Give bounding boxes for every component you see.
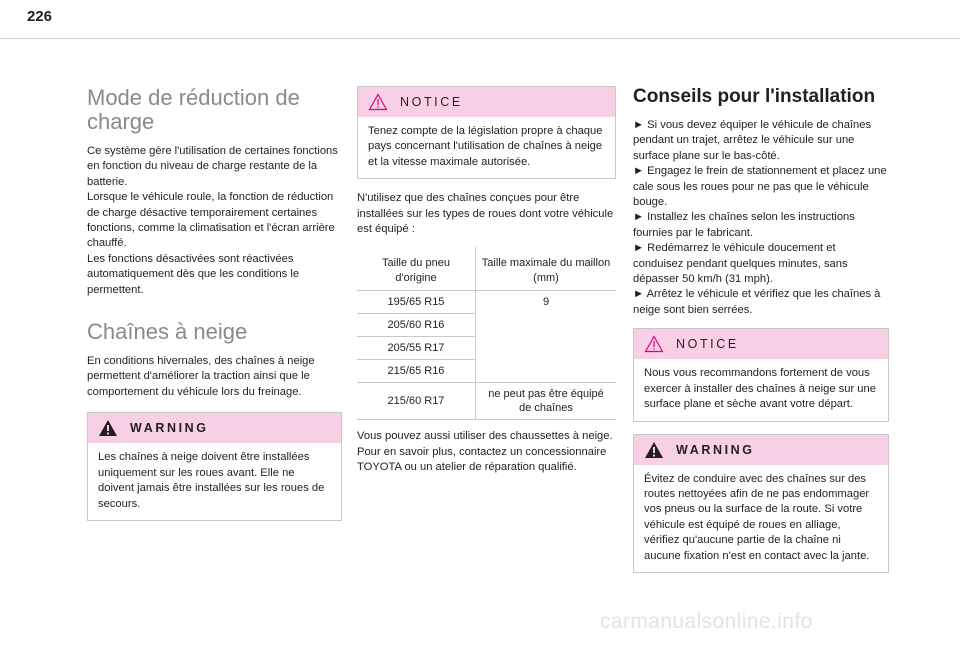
notice-box	[633, 328, 889, 421]
table-header-row	[357, 247, 616, 291]
table-cell-size: 205/55 R17	[357, 337, 476, 360]
warning-body: Évitez de conduire avec des chaînes sur des routes nettoyées afin de ne pas endommager vos pneus ou la surface de la route. Si votre véhicule est équipé de roues en alliage, vérifiez qu'aucune partie de la chaîne ni aucune fixation n'est en contact avec la jante.	[644, 472, 870, 562]
section-body-load-reduction: Ce système gère l'utilisation de certaines fonctions en fonction du niveau de charge restante de la batterie. Lorsque le véhicule roule, la fonction de réduction de charge désactive temporairement certaines fonctions, comme la climatisation et l'écran arrière chauffé. Les fonctions désactivées sont réactivées automatiquement dès que les conditions le permettent.	[87, 145, 338, 296]
header-divider	[0, 38, 960, 39]
warning-icon	[98, 419, 118, 437]
column-middle	[357, 86, 616, 476]
table-cell-max: ne peut pas être équipé de chaînes	[476, 383, 617, 420]
warning-header	[88, 413, 341, 443]
table-cell-size: 215/65 R16	[357, 360, 476, 383]
section-title-installation: Conseils pour l'installation	[633, 86, 876, 107]
section-body-snow-chains: En conditions hivernales, des chaînes à neige permettent d'améliorer la traction ainsi que le comportement du véhicule lors du freinage.	[87, 355, 315, 398]
warning-body: Les chaînes à neige doivent être installées uniquement sur les roues avant. Elle ne doivent jamais être installées sur les roues de secours.	[98, 451, 325, 510]
tire-size-table	[357, 247, 616, 420]
chains-intro: N'utilisez que des chaînes conçues pour être installées sur les types de roues dont votre véhicule est équipé :	[357, 192, 614, 236]
table-row	[357, 383, 616, 420]
table-row	[357, 291, 616, 314]
table-cell-size: 195/65 R15	[357, 291, 476, 314]
notice-label: NOTICE	[676, 337, 739, 352]
warning-header	[634, 435, 888, 465]
warning-label: WARNING	[676, 442, 755, 457]
section-title-snow-chains: Chaînes à neige	[87, 319, 248, 345]
warning-box	[87, 412, 342, 521]
column-left	[87, 86, 342, 521]
warning-box	[633, 434, 889, 573]
notice-box	[357, 86, 616, 179]
chains-outro: Vous pouvez aussi utiliser des chaussettes à neige. Pour en savoir plus, contactez un concessionnaire TOYOTA ou un atelier de réparation qualifié.	[357, 430, 613, 474]
warning-icon	[644, 441, 664, 459]
notice-icon	[644, 335, 664, 353]
notice-icon	[368, 93, 388, 111]
page-number: 226	[27, 8, 53, 25]
notice-header	[634, 329, 888, 359]
table-header-tire-size: Taille du pneu d'origine	[357, 247, 476, 291]
table-header-max-link: Taille maximale du maillon (mm)	[476, 247, 617, 291]
column-right	[633, 86, 889, 573]
table-cell-size: 215/60 R17	[357, 383, 476, 420]
table-cell-max: 9	[476, 291, 617, 383]
installation-steps: ► Si vous devez équiper le véhicule de chaînes pendant un trajet, arrêtez le véhicule sur une surface plane sur le bas-côté. ► Engagez le frein de stationnement et placez une cale sous les roues pour ne pas que le véhicule bouge. ► Installez les chaînes selon les instructions fournies par le fabricant. ► Redémarrez le véhicule doucement et conduisez pendant quelques minutes, sans dépasser 50 km/h (31 mph). ► Arrêtez le véhicule et vérifiez que les chaînes à neige sont bien serrées.	[633, 119, 887, 316]
notice-body: Nous vous recommandons fortement de vous exercer à installer des chaînes à neige sur une surface plane et sèche avant votre départ.	[644, 367, 876, 411]
notice-label: NOTICE	[400, 95, 463, 109]
watermark-link[interactable]: carmanualsonline.info	[600, 610, 813, 633]
section-title-load-reduction: Mode de réduction de charge	[87, 85, 300, 134]
warning-label: WARNING	[130, 421, 209, 436]
table-cell-size: 205/60 R16	[357, 314, 476, 337]
notice-header	[358, 87, 615, 117]
notice-body: Tenez compte de la législation propre à chaque pays concernant l'utilisation de chaînes à neige et la vitesse maximale autorisée.	[368, 125, 603, 168]
